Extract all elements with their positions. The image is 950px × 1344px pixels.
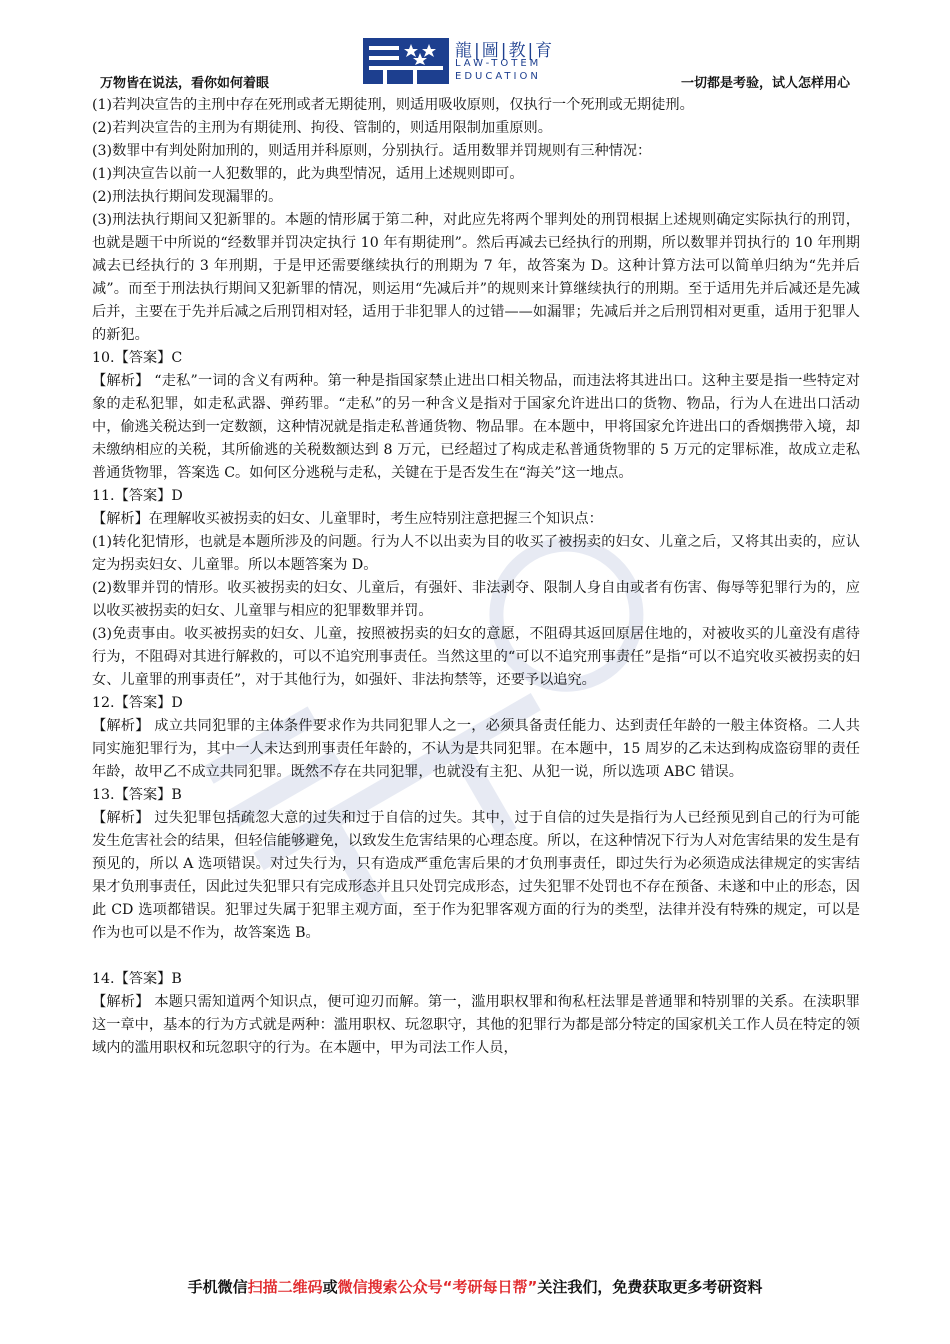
answer-heading: 11.【答案】D xyxy=(92,488,183,504)
logo-english-line2: EDUCATION xyxy=(455,71,541,82)
paragraph: (3)免责事由。收买被拐卖的妇女、儿童，按照被拐卖的妇女的意愿，不阻碍其返回原居住地的，对被收买的儿童没有虐待行为，不阻碍对其进行解救的，可以不追究刑事责任。当然这里的“可以不追究刑事责任”是指“可以不追究收买被拐卖的妇女、儿童罪的刑事责任”，对于其他行为，如强奸、非法拘禁等，还要予以追究。 xyxy=(92,626,860,688)
blank-line xyxy=(92,945,860,968)
paragraph: 【解析】 本题只需知道两个知识点，便可迎刃而解。第一，滥用职权罪和徇私枉法罪是普通罪和特别罪的关系。在渎职罪这一章中，基本的行为方式就是两种：滥用职权、玩忽职守，其他的犯罪行为都是部分特定的国家机关工作人员在特定的领域内的滥用职权和玩忽职守的行为。在本题中，甲为司法工作人员， xyxy=(92,994,860,1056)
paragraph: (1)转化犯情形，也就是本题所涉及的问题。行为人不以出卖为目的收买了被拐卖的妇女、儿童之后，又将其出卖的，应认定为拐卖妇女、儿童罪。所以本题答案为 D。 xyxy=(92,534,860,573)
paragraph: (2)若判决宣告的主刑为有期徒刑、拘役、管制的，则适用限制加重原则。 xyxy=(92,120,552,136)
answer-heading: 12.【答案】D xyxy=(92,695,183,711)
paragraph: (2)刑法执行期间发现漏罪的。 xyxy=(92,189,283,205)
paragraph: 【解析】 过失犯罪包括疏忽大意的过失和过于自信的过失。其中，过于自信的过失是指行为人已经预见到自己的行为可能发生危害社会的结果，但轻信能够避免，以致发生危害结果的心理态度。所以，在这种情况下行为人对危害结果的发生是有预见的，所以 A 选项错误。对过失行为，只有造成严重危害后果的才负刑事责任，即过失行为必须造成法律规定的实害结果才负刑事责任，因此过失犯罪只有完成形态并且只处罚完成形态，过失犯罪不处罚也不存在预备、未遂和中止的形态，因此 CD 选项都错误。犯罪过失属于犯罪主观方面，至于作为犯罪客观方面的行为的类型，法律并没有特殊的规定，可以是作为也可以是不作为，故答案选 B。 xyxy=(92,810,860,941)
paragraph: 【解析】在理解收买被拐卖的妇女、儿童罪时，考生应特别注意把握三个知识点： xyxy=(92,511,603,527)
paragraph: (2)数罪并罚的情形。收买被拐卖的妇女、儿童后，有强奸、非法剥夺、限制人身自由或者有伤害、侮辱等犯罪行为的，应以收买被拐卖的妇女、儿童罪与相应的犯罪数罪并罚。 xyxy=(92,580,860,619)
answer-heading: 10.【答案】C xyxy=(92,350,183,366)
footer-text: 关注我们，免费获取更多考研资料 xyxy=(537,1278,763,1296)
footer-highlight: 扫描二维码 xyxy=(247,1278,323,1296)
logo-english-line1: LAW-TOTEM xyxy=(455,58,542,69)
header-slogan-right: 一切都是考验，试人怎样用心 xyxy=(680,76,850,91)
footer-highlight: 微信搜索公众号 xyxy=(337,1278,443,1296)
paragraph: (1)若判决宣告的主刑中存在死刑或者无期徒刑，则适用吸收原则，仅执行一个死刑或无期徒刑。 xyxy=(92,97,694,113)
answer-heading: 13.【答案】B xyxy=(92,787,182,803)
document-body xyxy=(92,94,860,1060)
brand-logo xyxy=(363,36,603,86)
paragraph: (3)数罪中有判处附加刑的，则适用并科原则，分别执行。适用数罪并罚规则有三种情况： xyxy=(92,143,652,159)
answer-heading: 14.【答案】B xyxy=(92,971,182,987)
logo-chinese-text: 龍|圖|教|育 xyxy=(455,41,555,61)
paragraph: (3)刑法执行期间又犯新罪的。本题的情形属于第二种，对此应先将两个罪判处的刑罚根据上述规则确定实际执行的刑罚，也就是题干中所说的“经数罪并罚决定执行 10 年有期徒刑”。然后再减去已经执行的刑期，所以数罪并罚执行的 10 年刑期减去已经执行的 3 年刑期，于是甲还需要继续执行的刑期为 7 年，故答案为 D。这种计算方法可以简单归纳为“先并后减”。而至于刑法执行期间又犯新罪的情况，则运用“先减后并”的规则来计算继续执行的刑期。至于适用先并后减还是先减后并，主要在于先并后减之后刑罚相对轻，适用于非犯罪人的过错——如漏罪；先减后并之后刑罚相对更重，适用于犯罪人的新犯。 xyxy=(92,212,860,343)
paragraph: 【解析】 “走私”一词的含义有两种。第一种是指国家禁止进出口相关物品，而违法将其进出口。这种主要是指一些特定对象的走私犯罪，如走私武器、弹药罪。“走私”的另一种含义是指对于国家允许进出口的货物、物品，行为人在进出口活动中，偷逃关税达到一定数额，这种情况就是指走私普通货物、物品罪。在本题中，甲将国家允许进出口的香烟携带入境，却未缴纳相应的关税，其所偷逃的关税数额达到 8 万元，已经超过了构成走私普通货物罪的 5 万元的定罪标准，故成立走私普通货物罪，答案选 C。如何区分逃税与走私，关键在于是否发生在“海关”这一地点。 xyxy=(92,373,860,481)
footer-text: 或 xyxy=(322,1278,338,1296)
paragraph: 【解析】 成立共同犯罪的主体条件要求作为共同犯罪人之一，必须具备责任能力、达到责任年龄的一般主体资格。二人共同实施犯罪行为，其中一人未达到刑事责任年龄的，不认为是共同犯罪。在本题中，15 周岁的乙未达到构成盗窃罪的责任年龄，故甲乙不成立共同犯罪。既然不存在共同犯罪，也就没有主犯、从犯一说，所以选项 ABC 错误。 xyxy=(92,718,860,780)
paragraph: (1)判决宣告以前一人犯数罪的，此为典型情况，适用上述规则即可。 xyxy=(92,166,524,182)
logo-mark-icon xyxy=(363,36,449,86)
page-header xyxy=(0,0,950,90)
header-slogan-left: 万物皆在说法，看你如何着眼 xyxy=(100,76,270,91)
footer-text: 手机微信 xyxy=(187,1278,248,1296)
page-footer xyxy=(0,1276,950,1297)
footer-highlight: “考研每日帮” xyxy=(442,1278,538,1296)
